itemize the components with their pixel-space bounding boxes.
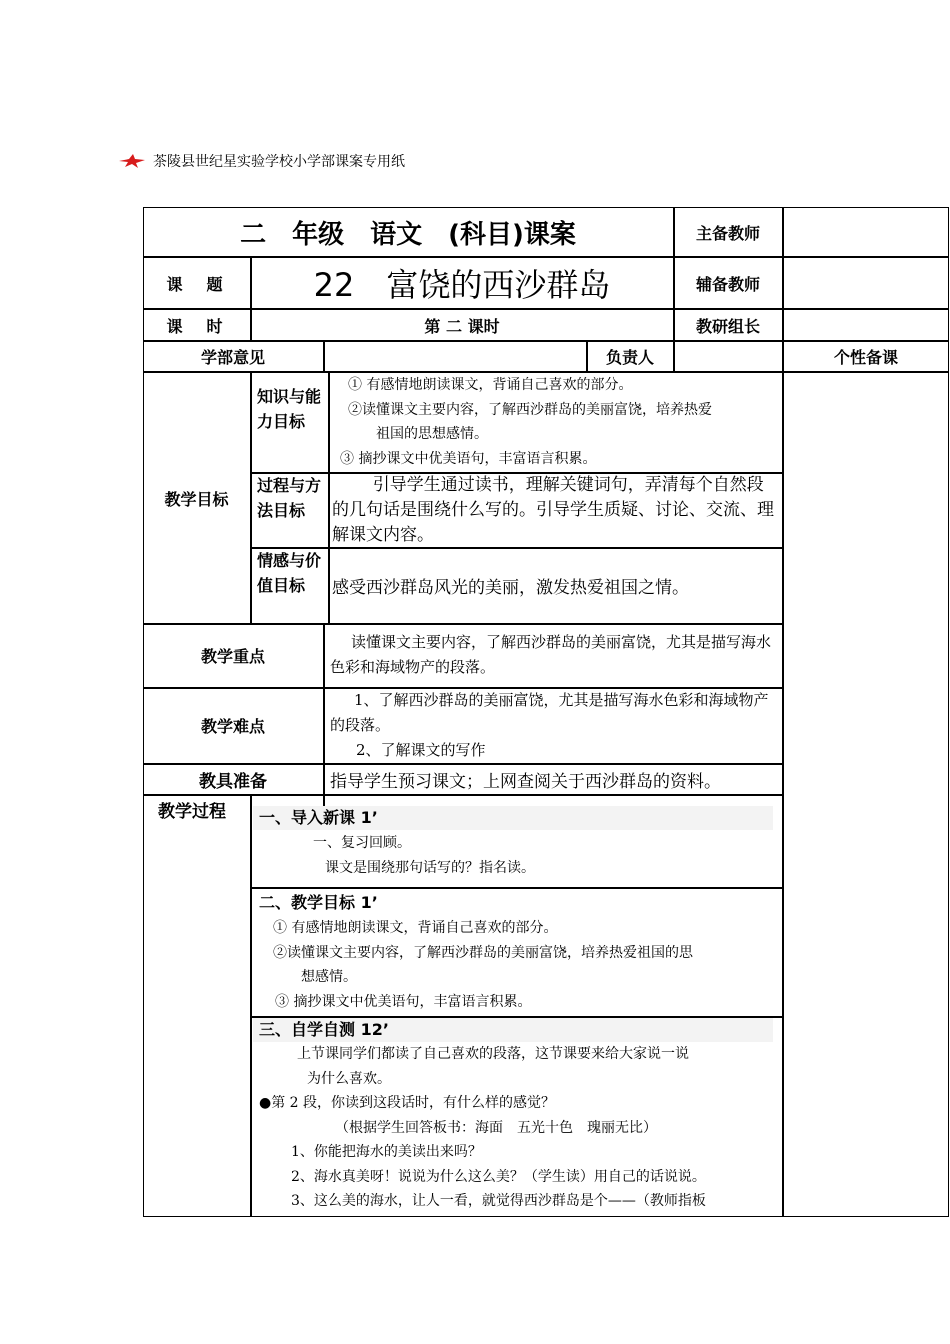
emotion-goal-text: 感受西沙群岛风光的美丽，激发热爱祖国之情。 bbox=[332, 578, 689, 598]
dept-opinion-label: 学部意见 bbox=[200, 347, 265, 367]
section-goals-title: 二、教学目标 1’ bbox=[259, 893, 378, 912]
period-value: 第 二 课时 bbox=[424, 316, 500, 336]
key-points-text: 读懂课文主要内容，了解西沙群岛的美丽富饶，尤其是描写海水色彩和海域物产的段落。 bbox=[330, 633, 772, 676]
school-header-text: 茶陵县世纪星实验学校小学部课案专用纸 bbox=[153, 154, 405, 170]
period-label: 课 时 bbox=[166, 316, 227, 336]
process-goal-label: 过程与方法目标 bbox=[257, 476, 322, 520]
knowledge-goal-label: 知识与能力目标 bbox=[257, 387, 322, 431]
key-points-label: 教学重点 bbox=[200, 647, 265, 666]
emotion-goal-label: 情感与价值目标 bbox=[257, 551, 322, 595]
topic-label: 课 题 bbox=[166, 274, 227, 294]
main-teacher-label: 主备教师 bbox=[695, 223, 760, 243]
section-selfstudy-title: 三、自学自测 12’ bbox=[253, 1018, 773, 1042]
dept-opinion-value[interactable] bbox=[324, 341, 586, 371]
section-goals-body: ① 有感情地朗读课文，背诵自己喜欢的部分。 ②读懂课文主要内容，了解西沙群岛的美丽富饶，培养热爱祖国的思 想感情。 ③ 摘抄课文中优美语句，丰富语言积累。 bbox=[273, 920, 693, 1010]
knowledge-goal-text: ① 有感情地朗读课文，背诵自己喜欢的部分。 ②读懂课文主要内容，了解西沙群岛的美丽富饶，培养热爱 祖国的思想感情。 ③ 摘抄课文中优美语句，丰富语言积累。 bbox=[340, 377, 712, 467]
difficulties-text: 1、了解西沙群岛的美丽富饶，尤其是描写海水色彩和海域物产的段落。 2、了解课文的写作 bbox=[330, 691, 769, 759]
teaching-goals-label: 教学目标 bbox=[164, 489, 229, 509]
section-selfstudy-body: 上节课同学们都读了自己喜欢的段落，这节课要来给大家说一说 为什么喜欢。 ●第 2 段，你读到这段话时，有什么样的感觉？ （根据学生回答板书：海面 五光十色 瑰丽无比） 1、你能把海水的美读出来吗？ 2、海水真美呀！说说为什么这么美？（学生读）用自己的话说说。 3、这么美的海水，让人一看，就觉得西沙群岛是个——（教师指板 bbox=[259, 1046, 706, 1209]
main-teacher-value[interactable] bbox=[783, 207, 949, 257]
research-leader-value[interactable] bbox=[783, 309, 949, 341]
lesson-title: 二 年级 语文 (科目)课案 bbox=[240, 219, 576, 250]
responsible-label: 负责人 bbox=[605, 347, 654, 367]
process-goal-text: 引导学生通过读书，理解关键词句，弄清每个自然段的几句话是围绕什么写的。引导学生质疑、讨论、交流、理解课文内容。 bbox=[332, 475, 774, 545]
tools-label: 教具准备 bbox=[199, 771, 267, 792]
difficulties-label: 教学难点 bbox=[200, 717, 265, 736]
research-leader-label: 教研组长 bbox=[695, 316, 760, 336]
responsible-value[interactable] bbox=[674, 341, 782, 371]
assist-teacher-value[interactable] bbox=[783, 257, 949, 309]
teaching-process-label: 教学过程 bbox=[158, 802, 226, 822]
tools-text: 指导学生预习课文；上网查阅关于西沙群岛的资料。 bbox=[330, 771, 721, 792]
section-intro-title: 一、导入新课 1’ bbox=[253, 806, 773, 830]
lesson-topic: 22 富饶的西沙群岛 bbox=[313, 266, 611, 304]
red-star-logo-icon bbox=[117, 154, 147, 168]
page-header bbox=[117, 149, 405, 173]
section-intro-body: 一、复习回顾。 课文是围绕那句话写的？指名读。 bbox=[313, 835, 535, 876]
personal-prep-label: 个性备课 bbox=[833, 347, 898, 367]
assist-teacher-label: 辅备教师 bbox=[695, 274, 760, 294]
